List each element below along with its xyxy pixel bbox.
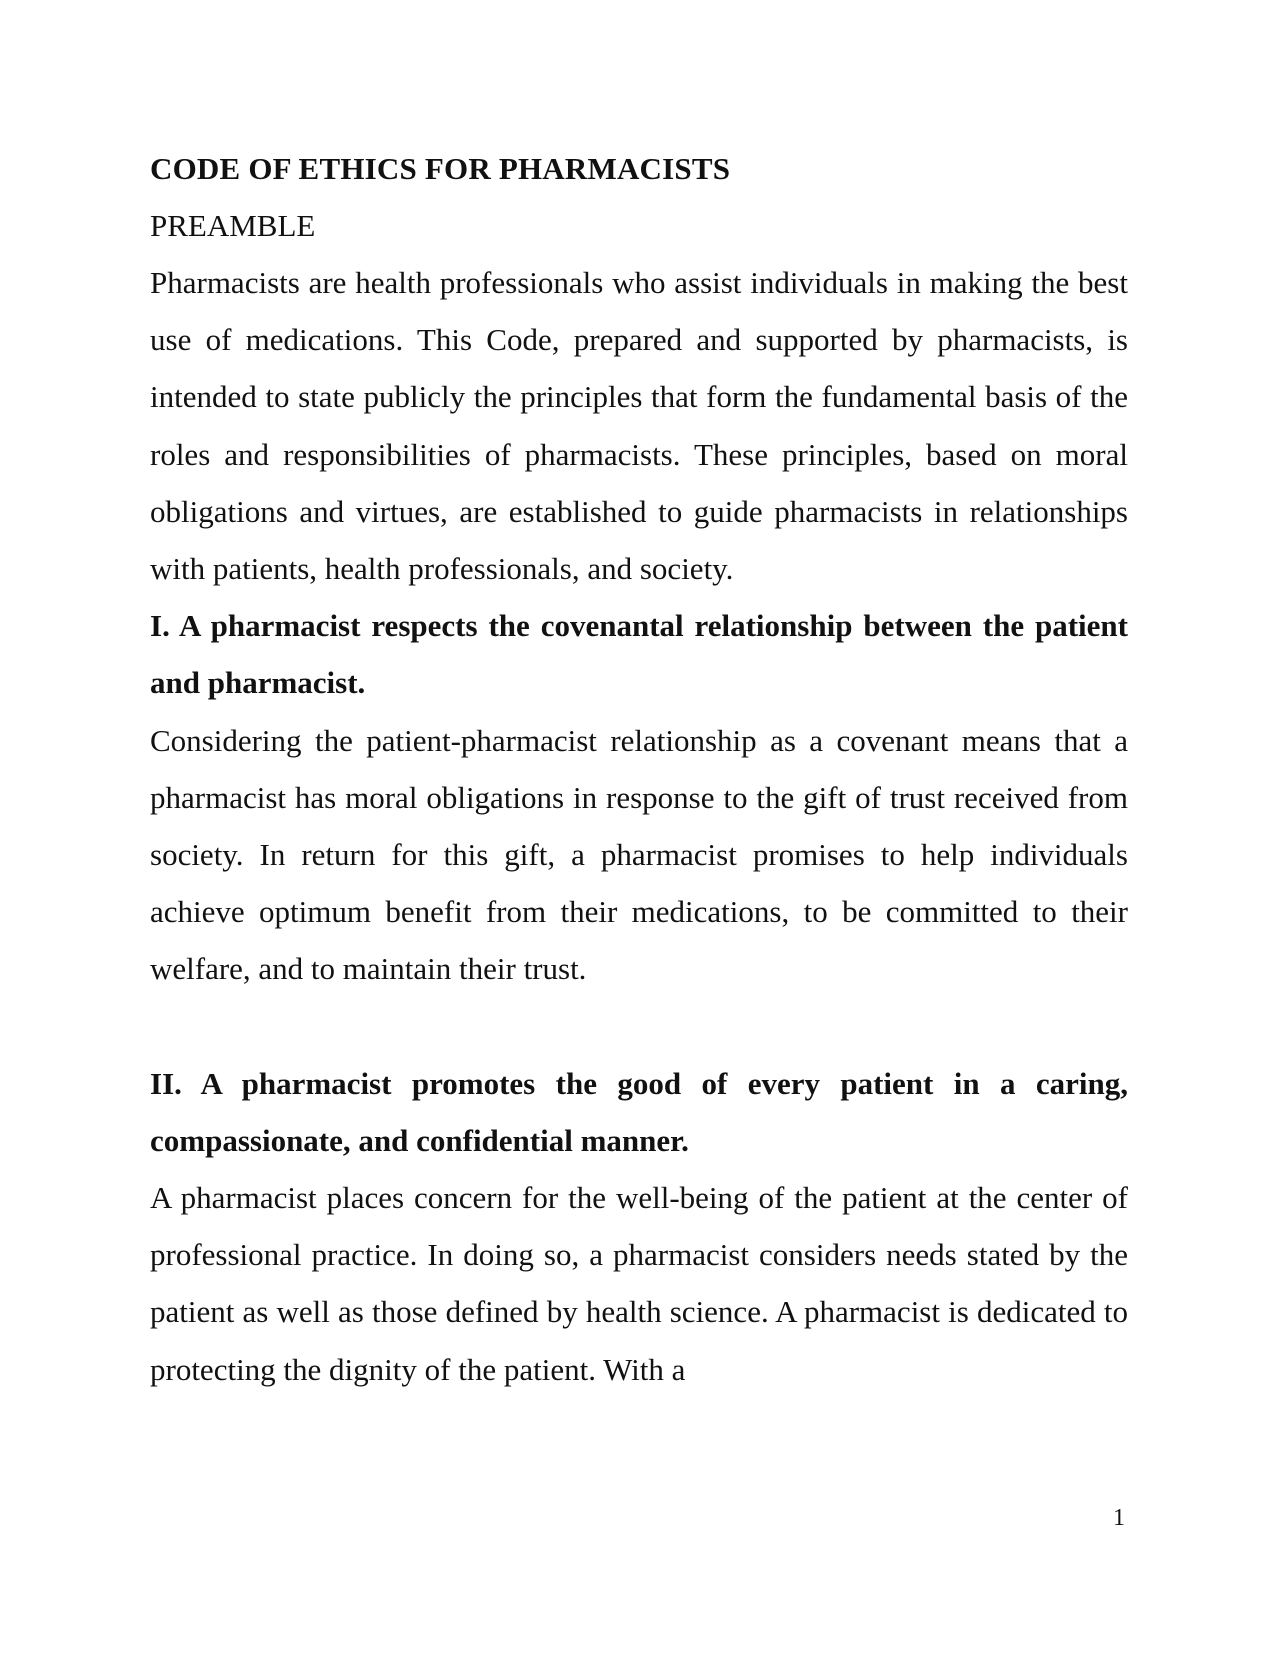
section-1-heading: I. A pharmacist respects the covenantal relationship between the patient and pharmacist. bbox=[150, 608, 1128, 701]
section-2-paragraph: A pharmacist places concern for the well-being of the patient at the center of professional practice. In doing so, a pharmacist considers needs stated by the patient as well as those defined by health science. A pharmacist is dedicated to protecting the dignity of the patient. With a bbox=[150, 1180, 1128, 1387]
document-page bbox=[150, 140, 1128, 1398]
document-title: CODE OF ETHICS FOR PHARMACISTS bbox=[150, 151, 731, 186]
section-1-paragraph: Considering the patient-pharmacist relationship as a covenant means that a pharmacist has moral obligations in response to the gift of trust received from society. In return for this gift, a pharmacist promises to help individuals achieve optimum benefit from their medications, to be committed to their welfare, and to maintain their trust. bbox=[150, 722, 1128, 987]
preamble-heading: PREAMBLE bbox=[150, 208, 316, 243]
preamble-paragraph: Pharmacists are health professionals who assist individuals in making the best use of medications. This Code, prepared and supported by pharmacists, is intended to state publicly the principles that form the fundamental basis of the roles and responsibilities of pharmacists. These principles, based on moral obligations and virtues, are established to guide pharmacists in relationships with patients, health professionals, and society. bbox=[150, 265, 1128, 587]
section-spacer bbox=[150, 998, 1128, 1055]
section-2-heading: II. A pharmacist promotes the good of every patient in a caring, compassionate, and confidential manner. bbox=[150, 1065, 1128, 1158]
page-number: 1 bbox=[1113, 1505, 1125, 1531]
